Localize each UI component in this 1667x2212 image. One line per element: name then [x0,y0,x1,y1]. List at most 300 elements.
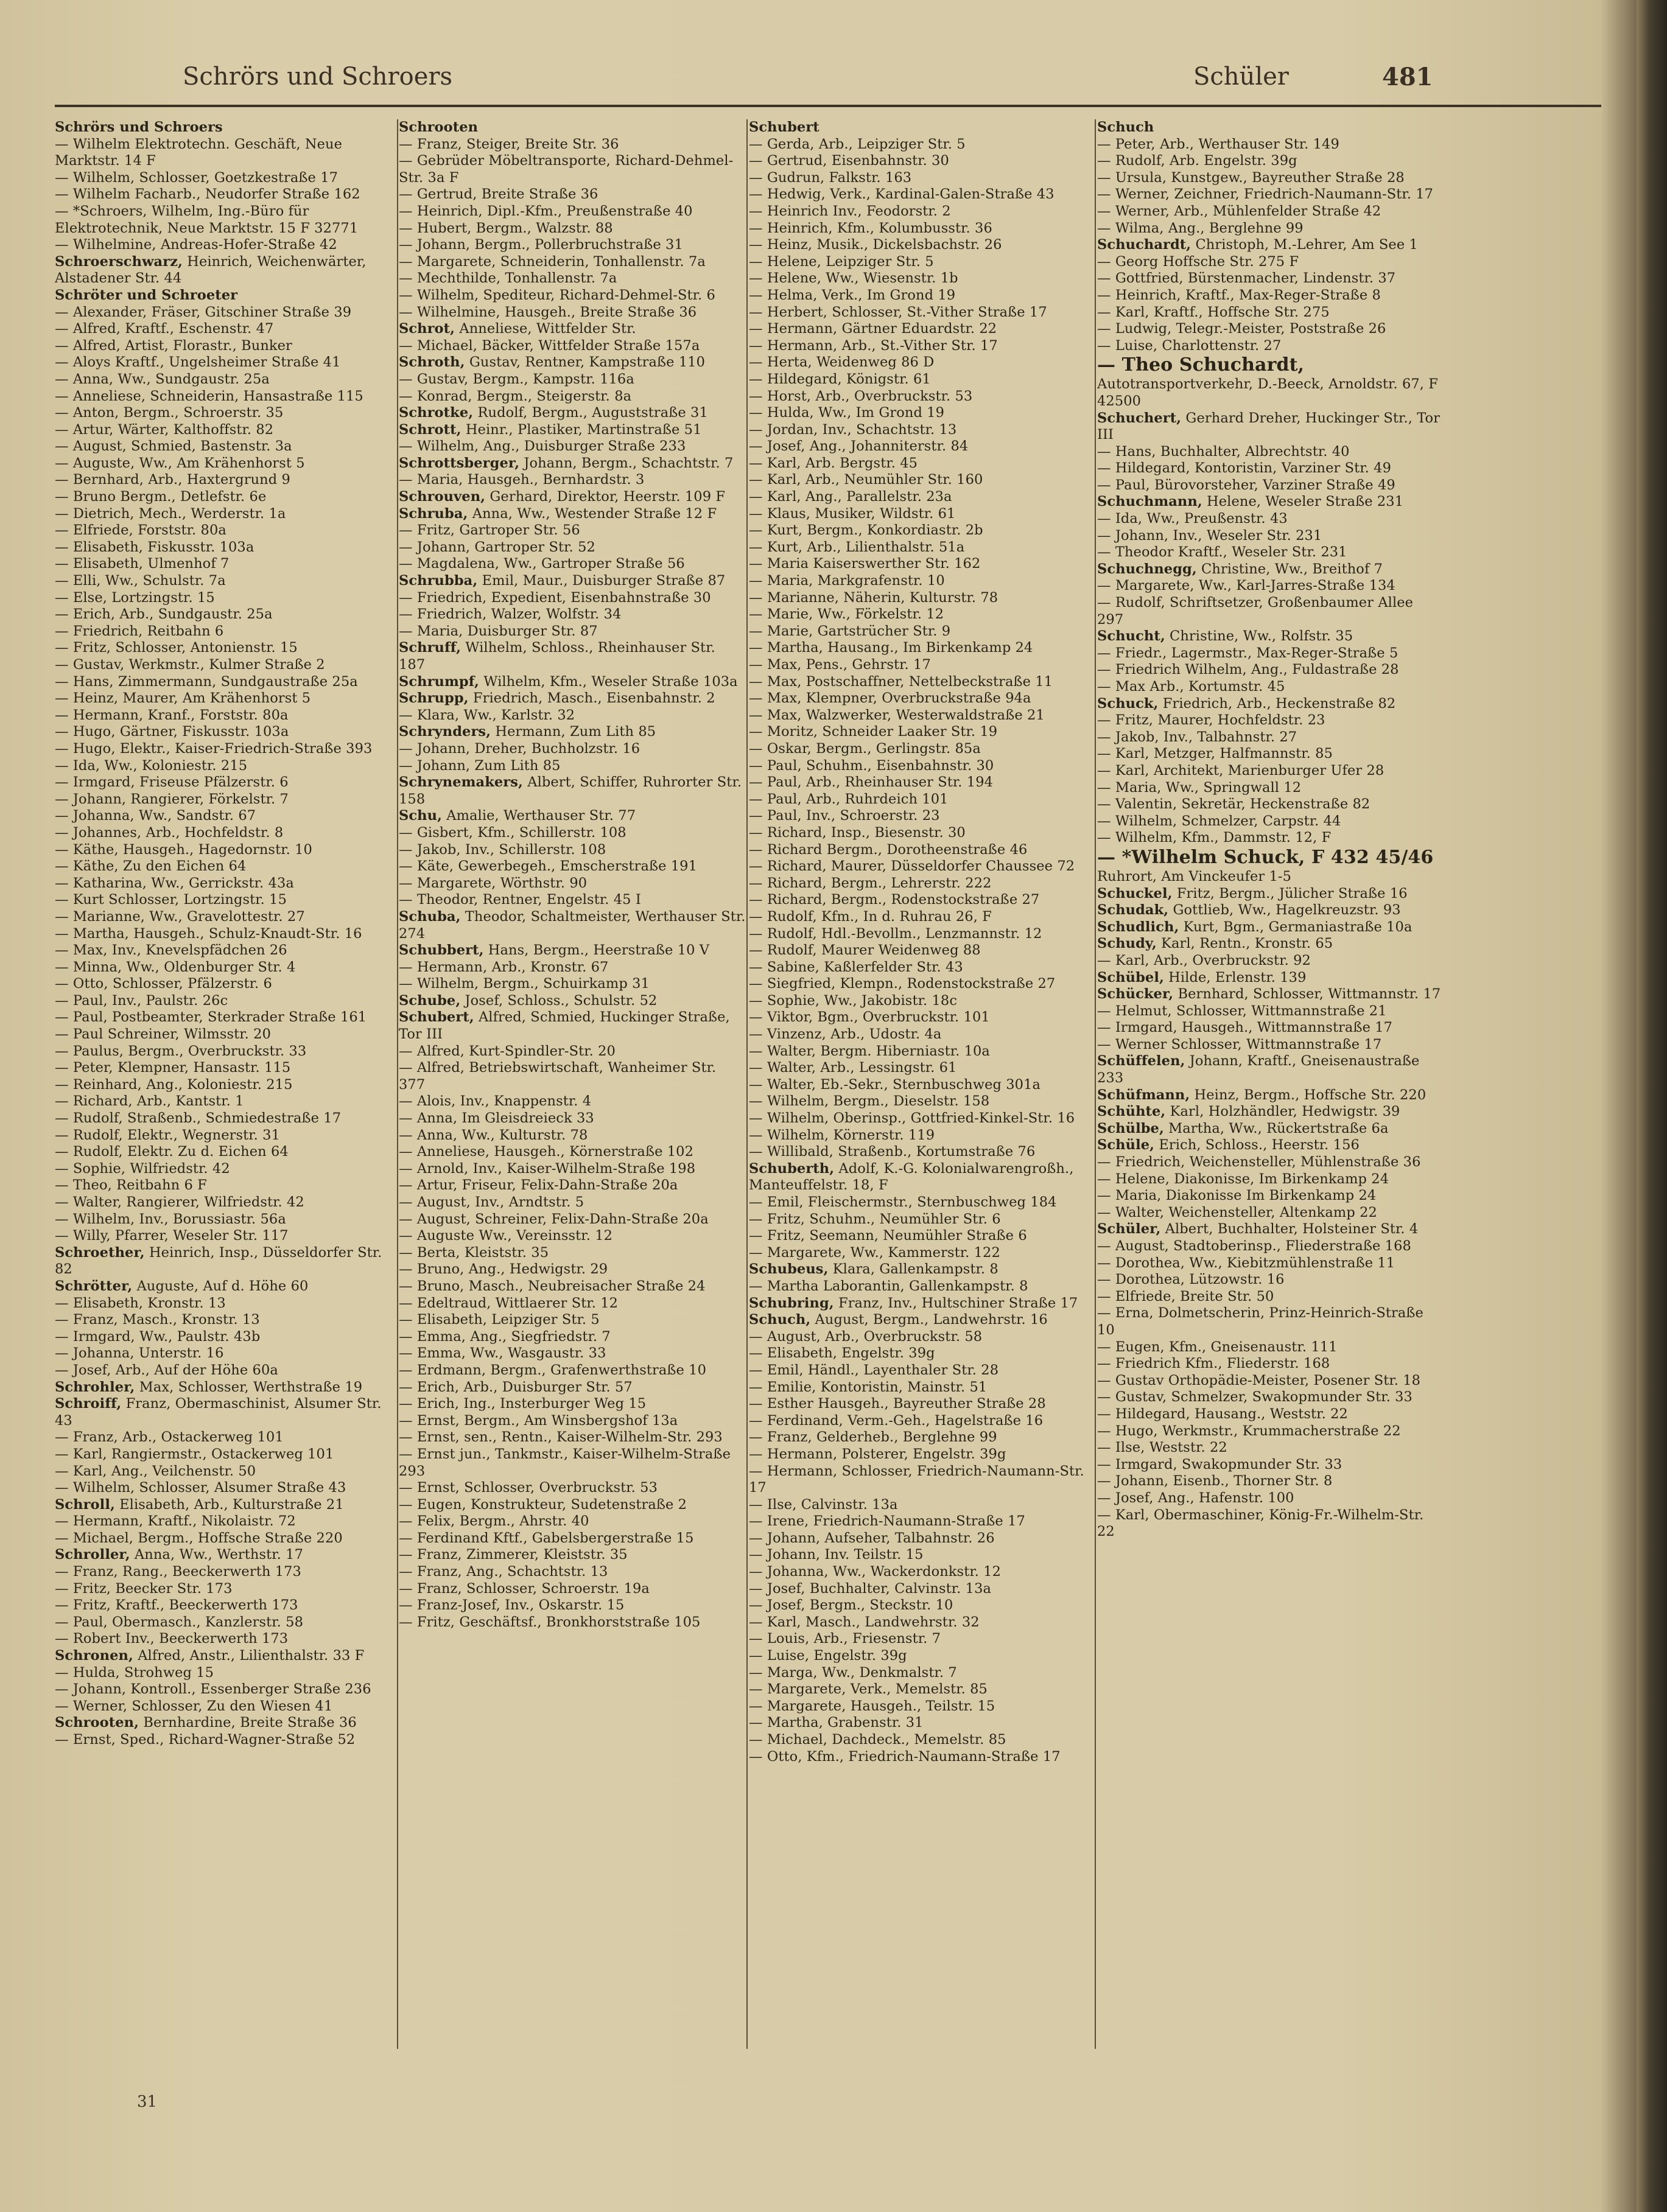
directory-entry: — Hugo, Gärtner, Fiskusstr. 103a [55,724,289,740]
directory-entry: Autotransportverkehr, D.-Beeck, Arnoldstr. 67, F 42500 [1097,376,1438,409]
directory-entry: — August, Inv., Arndtstr. 5 [399,1194,584,1210]
directory-entry: — Hildegard, Kontoristin, Varziner Str. 49 [1097,460,1392,477]
directory-entry: Schülbe, Martha, Ww., Rückertstraße 6a [1097,1120,1389,1136]
directory-entry: — Paul, Arb., Ruhrdeich 101 [749,791,949,807]
directory-entry: — Theo, Reitbahn 6 F [55,1177,207,1194]
directory-entry: Schrooten, Bernhardine, Breite Straße 36 [55,1715,357,1731]
directory-entry: — Otto, Schlosser, Pfälzerstr. 6 [55,976,272,992]
directory-entry: — Maria, Hausgeh., Bernhardstr. 3 [399,472,645,488]
directory-entry: — Alois, Inv., Knappenstr. 4 [399,1093,592,1110]
directory-entry: — Walter, Weichensteller, Altenkamp 22 [1097,1204,1377,1220]
column-4 [1097,119,1441,2055]
directory-entry: — Franz, Rang., Beeckerwerth 173 [55,1564,301,1580]
directory-entry: — Hermann, Kranf., Forststr. 80a [55,707,289,723]
directory-entry: — Margarete, Hausgeh., Teilstr. 15 [749,1698,995,1714]
directory-entry: — Ernst jun., Tankmstr., Kaiser-Wilhelm-Straße 293 [399,1446,731,1479]
directory-entry: — Max, Pens., Gehrstr. 17 [749,657,931,673]
directory-entry: — Franz, Steiger, Breite Str. 36 [399,136,619,152]
directory-entry: — Rudolf, Kfm., In d. Ruhrau 26, F [749,908,992,925]
directory-entry: — Elli, Ww., Schulstr. 7a [55,573,226,589]
directory-entry: — Herbert, Schlosser, St.-Vither Straße 17 [749,304,1047,320]
directory-entry: — Anna, Ww., Sundgaustr. 25a [55,371,270,387]
directory-entry: — Dorothea, Lützowstr. 16 [1097,1272,1285,1288]
directory-entry: Schrörs und Schroers [55,119,223,135]
directory-entry: — Elfriede, Forststr. 80a [55,522,226,539]
directory-entry: — Elisabeth, Ulmenhof 7 [55,556,230,572]
directory-entry: — Paul, Arb., Rheinhauser Str. 194 [749,774,994,791]
directory-entry: Schuba, Theodor, Schaltmeister, Werthauser Str. 274 [399,908,746,942]
directory-entry: — Artur, Friseur, Felix-Dahn-Straße 20a [399,1177,678,1194]
directory-entry: — Hans, Zimmermann, Sundgaustraße 25a [55,673,358,690]
directory-entry: Schrohler, Max, Schlosser, Werthstraße 19 [55,1379,363,1395]
directory-entry: — Friedrich Kfm., Fliederstr. 168 [1097,1356,1330,1372]
directory-entry: — Heinrich Inv., Feodorstr. 2 [749,203,951,219]
directory-entry: — Max, Inv., Knevelspfädchen 26 [55,942,287,959]
directory-entry: — Mechthilde, Tonhallenstr. 7a [399,270,617,287]
directory-entry: — Magdalena, Ww., Gartroper Straße 56 [399,556,685,572]
directory-entry: — Maria Kaiserswerther Str. 162 [749,556,981,572]
directory-entry: Schrouven, Gerhard, Direktor, Heerstr. 109 F [399,489,726,505]
directory-entry: — Martha Laborantin, Gallenkampstr. 8 [749,1278,1028,1294]
directory-entry: Schube, Josef, Schloss., Schulstr. 52 [399,992,658,1009]
page-number: 481 [1382,63,1433,91]
directory-entry: — Kurt, Bergm., Konkordiastr. 2b [749,522,983,539]
directory-entry: — Paul, Postbeamter, Sterkrader Straße 161 [55,1009,367,1026]
directory-entry: — Franz, Zimmerer, Kleiststr. 35 [399,1547,628,1563]
directory-entry: — Franz, Masch., Kronstr. 13 [55,1312,260,1328]
directory-entry: Schüle, Erich, Schloss., Heerstr. 156 [1097,1137,1360,1153]
directory-entry: Schüffelen, Johann, Kraftf., Gneisenaustraße 233 [1097,1053,1420,1087]
directory-entry: — Emma, Ang., Siegfriedstr. 7 [399,1328,611,1345]
directory-entry: — Horst, Arb., Overbruckstr. 53 [749,388,973,404]
directory-entry: — Wilhelm, Bergm., Schuirkamp 31 [399,976,650,992]
directory-entry: — Margarete, Schneiderin, Tonhallenstr. 7a [399,253,706,270]
directory-entry: — Johann, Gartroper Str. 52 [399,539,595,555]
directory-entry: — Johann, Aufseher, Talbahnstr. 26 [749,1530,995,1546]
directory-entry: — Emilie, Kontoristin, Mainstr. 51 [749,1379,988,1395]
directory-entry: — *Schroers, Wilhelm, Ing.-Büro für Elektrotechnik, Neue Marktstr. 15 F 32771 [55,203,359,236]
directory-entry: Schudy, Karl, Rentn., Kronstr. 65 [1097,936,1333,952]
header-left-title: Schrörs und Schroers [183,63,453,91]
directory-entry: — Rudolf, Elektr. Zu d. Eichen 64 [55,1144,289,1160]
directory-entry: — Marianne, Ww., Gravelottestr. 27 [55,908,305,925]
directory-entry: — Hulda, Strohweg 15 [55,1664,214,1681]
directory-entry: — Michael, Bäcker, Wittfelder Straße 157a [399,337,700,354]
directory-entry: — Karl, Architekt, Marienburger Ufer 28 [1097,762,1384,779]
directory-entry: — Ilse, Calvinstr. 13a [749,1496,898,1513]
directory-entry: — Wilhelm, Bergm., Dieselstr. 158 [749,1093,990,1110]
directory-entry: — Edeltraud, Wittlaerer Str. 12 [399,1295,619,1311]
directory-entry: — Oskar, Bergm., Gerlingstr. 85a [749,740,981,757]
directory-entry: — Heinz, Musik., Dickelsbachstr. 26 [749,237,1002,253]
directory-entry: Schroerschwarz, Heinrich, Weichenwärter, Alstadener Str. 44 [55,253,367,287]
directory-entry: Schronen, Alfred, Anstr., Lilienthalstr. 33 F [55,1648,365,1664]
directory-entry: — Hildegard, Königstr. 61 [749,371,931,387]
directory-entry: — Minna, Ww., Oldenburger Str. 4 [55,959,296,975]
column-3 [749,119,1093,2055]
directory-entry: — Ida, Ww., Koloniestr. 215 [55,757,248,774]
directory-entry: Schrooten [399,119,479,135]
directory-entry: — Rudolf, Arb. Engelstr. 39g [1097,153,1297,169]
directory-entry: — Karl, Ang., Parallelstr. 23a [749,489,952,505]
directory-entry: — Emma, Ww., Wasgaustr. 33 [399,1345,606,1362]
directory-entry: — Friedrich, Walzer, Wolfstr. 34 [399,606,622,623]
directory-entry: Schuckel, Fritz, Bergm., Jülicher Straße 16 [1097,885,1408,901]
directory-entry: — Werner, Schlosser, Zu den Wiesen 41 [55,1698,333,1714]
directory-entry: — Max, Klempner, Overbruckstraße 94a [749,690,1031,707]
directory-entry: — Gerda, Arb., Leipziger Str. 5 [749,136,966,152]
directory-entry: — Hugo, Werkmstr., Krummacherstraße 22 [1097,1423,1401,1439]
directory-entry: — Hubert, Bergm., Walzstr. 88 [399,220,613,236]
directory-entry: — Alfred, Betriebswirtschaft, Wanheimer Str. 377 [399,1060,717,1093]
directory-entry: — Fritz, Maurer, Hochfeldstr. 23 [1097,712,1325,729]
directory-entry: — Anneliese, Hausgeh., Körnerstraße 102 [399,1144,693,1160]
directory-entry: — Richard, Insp., Biesenstr. 30 [749,824,966,841]
directory-entry: — Kurt Schlosser, Lortzingstr. 15 [55,892,287,908]
directory-entry: — Fritz, Geschäftsf., Bronkhorststraße 105 [399,1614,701,1630]
directory-entry: — Willibald, Straßenb., Kortumstraße 76 [749,1144,1036,1160]
directory-entry: Schroller, Anna, Ww., Werthstr. 17 [55,1547,304,1563]
directory-entry: — Franz, Ang., Schachtstr. 13 [399,1564,608,1580]
directory-entry: — Sophie, Ww., Jakobistr. 18c [749,992,958,1009]
directory-entry: — Kurt, Arb., Lilienthalstr. 51a [749,539,965,555]
directory-entry: Ruhrort, Am Vinckeufer 1-5 [1097,868,1292,884]
directory-entry: — Marga, Ww., Denkmalstr. 7 [749,1664,957,1681]
directory-entry: — Max, Postschaffner, Nettelbeckstraße 11 [749,673,1053,690]
directory-entry: — Anna, Im Gleisdreieck 33 [399,1110,594,1127]
directory-entry: — Arnold, Inv., Kaiser-Wilhelm-Straße 198 [399,1160,696,1177]
directory-entry: — Käthe, Zu den Eichen 64 [55,858,247,875]
directory-entry: Schrynders, Hermann, Zum Lith 85 [399,724,656,740]
directory-entry: Schudlich, Kurt, Bgm., Germaniastraße 10a [1097,919,1413,935]
directory-entry: — Georg Hoffsche Str. 275 F [1097,253,1299,270]
directory-entry: — Margarete, Verk., Memelstr. 85 [749,1681,988,1698]
directory-entry: — Helene, Leipziger Str. 5 [749,253,934,270]
directory-entry: Schucht, Christine, Ww., Rolfstr. 35 [1097,628,1353,645]
directory-entry: — Hugo, Elektr., Kaiser-Friedrich-Straße 393 [55,740,373,757]
directory-entry: — Luise, Engelstr. 39g [749,1648,907,1664]
directory-entry: — Peter, Klempner, Hansastr. 115 [55,1060,291,1076]
directory-entry: — Max Arb., Kortumstr. 45 [1097,679,1285,695]
book-binding [1637,0,1667,2212]
directory-entry: Schuchert, Gerhard Dreher, Huckinger Str., Tor III [1097,410,1441,443]
directory-entry: — Erich, Ing., Insterburger Weg 15 [399,1396,647,1412]
directory-entry: — Ursula, Kunstgew., Bayreuther Straße 28 [1097,169,1405,186]
directory-entry: — Peter, Arb., Werthauser Str. 149 [1097,136,1339,152]
directory-entry: — Dietrich, Mech., Werderstr. 1a [55,505,286,522]
directory-entry: — Jakob, Inv., Talbahnstr. 27 [1097,729,1297,745]
directory-entry: — Werner, Zeichner, Friedrich-Naumann-Str. 17 [1097,186,1434,203]
directory-entry: — Helmut, Schlosser, Wittmannstraße 21 [1097,1003,1387,1019]
directory-entry: — Walter, Eb.-Sekr., Sternbuschweg 301a [749,1076,1041,1093]
directory-entry: — Sophie, Wilfriedstr. 42 [55,1160,230,1177]
directory-entry: — Felix, Bergm., Ahrstr. 40 [399,1513,589,1530]
directory-entry: — Eugen, Konstrukteur, Sudetenstraße 2 [399,1496,687,1513]
directory-entry: — Walter, Arb., Lessingstr. 61 [749,1060,957,1076]
directory-entry: — Gustav Orthopädie-Meister, Posener Str. 18 [1097,1372,1421,1388]
directory-entry: — Friedr., Lagermstr., Max-Reger-Straße 5 [1097,645,1399,661]
directory-entry: Schücker, Bernhard, Schlosser, Wittmannstr. 17 [1097,986,1441,1003]
directory-entry: Schuchmann, Helene, Weseler Straße 231 [1097,494,1404,510]
directory-entry: — Ernst, Bergm., Am Winsbergshof 13a [399,1412,678,1429]
directory-entry: — Franz, Schlosser, Schroerstr. 19a [399,1580,650,1597]
directory-entry: — Wilhelm Facharb., Neudorfer Straße 162 [55,186,360,203]
directory-entry: Schrubba, Emil, Maur., Duisburger Straße 87 [399,573,726,589]
directory-entry: Schrupp, Friedrich, Masch., Eisenbahnstr. 2 [399,690,715,707]
directory-entry: — Bernhard, Arb., Haxtergrund 9 [55,472,290,488]
directory-entry: — Bruno, Masch., Neubreisacher Straße 24 [399,1278,706,1294]
directory-entry: — Friedrich Wilhelm, Ang., Fuldastraße 28 [1097,662,1399,678]
directory-entry: — Wilhelm, Schlosser, Alsumer Straße 43 [55,1480,346,1496]
directory-entry: — Karl, Metzger, Halfmannstr. 85 [1097,746,1333,762]
directory-entry: — Fritz, Kraftf., Beeckerwerth 173 [55,1597,298,1614]
directory-entry: — Johann, Bergm., Pollerbruchstraße 31 [399,237,683,253]
directory-entry: Schüler, Albert, Buchhalter, Holsteiner Str. 4 [1097,1221,1419,1237]
directory-entry: — Friedrich, Weichensteller, Mühlenstraße 36 [1097,1154,1421,1171]
directory-entry: — Margarete, Ww., Kammerstr. 122 [749,1244,1000,1261]
directory-entry: — Margarete, Wörthstr. 90 [399,875,588,891]
directory-entry: — Hermann, Arb., Kronstr. 67 [399,959,609,975]
directory-entry: — Hans, Buchhalter, Albrechtstr. 40 [1097,443,1350,460]
directory-entry: Schroiff, Franz, Obermaschinist, Alsumer Str. 43 [55,1396,382,1429]
directory-entry: — Hildegard, Hausang., Weststr. 22 [1097,1405,1348,1422]
directory-entry: — Johann, Inv., Weseler Str. 231 [1097,527,1322,544]
directory-entry: — Käthe, Hausgeh., Hagedornstr. 10 [55,841,312,858]
directory-entry: — Aloys Kraftf., Ungelsheimer Straße 41 [55,354,341,371]
directory-entry: — Willy, Pfarrer, Weseler Str. 117 [55,1228,289,1244]
directory-entry: — Ernst, Schlosser, Overbruckstr. 53 [399,1480,658,1496]
directory-entry: Schrötter, Auguste, Auf d. Höhe 60 [55,1278,309,1294]
directory-entry: — Siegfried, Klempn., Rodenstockstraße 27 [749,976,1056,992]
directory-entry: — Heinrich, Kraftf., Max-Reger-Straße 8 [1097,287,1381,303]
directory-entry: — Irene, Friedrich-Naumann-Straße 17 [749,1513,1025,1530]
directory-entry: — Rudolf, Straßenb., Schmiedestraße 17 [55,1110,342,1127]
directory-entry: — Rudolf, Elektr., Wegnerstr. 31 [55,1127,280,1143]
directory-entry: — Anna, Ww., Kulturstr. 78 [399,1127,588,1143]
directory-entry: — Emil, Fleischermstr., Sternbuschweg 184 [749,1194,1057,1210]
header-rule [55,105,1601,107]
directory-entry: — Franz, Gelderheb., Berglehne 99 [749,1429,997,1446]
directory-entry: — Auguste, Ww., Am Krähenhorst 5 [55,455,305,471]
directory-entry: — Johanna, Ww., Sandstr. 67 [55,808,256,824]
directory-entry: — Ludwig, Telegr.-Meister, Poststraße 26 [1097,321,1386,337]
directory-entry: — Walter, Rangierer, Wilfriedstr. 42 [55,1194,304,1210]
directory-entry: — Franz-Josef, Inv., Oskarstr. 15 [399,1597,625,1614]
directory-entry: Schroether, Heinrich, Insp., Düsseldorfer Str. 82 [55,1244,382,1278]
directory-entry: — Paul, Inv., Paulstr. 26c [55,992,228,1009]
directory-entry: — August, Arb., Overbruckstr. 58 [749,1328,983,1345]
directory-entry: Schudak, Gottlieb, Ww., Hagelkreuzstr. 93 [1097,902,1401,919]
directory-entry: — Alfred, Artist, Florastr., Bunker [55,337,292,354]
directory-entry: — Wilhelm, Oberinsp., Gottfried-Kinkel-Str. 16 [749,1110,1075,1127]
directory-entry: — Richard, Arb., Kantstr. 1 [55,1093,244,1110]
directory-entry: — *Wilhelm Schuck, F 432 45/46 [1097,846,1434,868]
directory-entry: — Erich, Arb., Duisburger Str. 57 [399,1379,633,1395]
directory-entry: — Wilhelm, Inv., Borussiastr. 56a [55,1211,286,1227]
directory-entry: — Eugen, Kfm., Gneisenaustr. 111 [1097,1339,1338,1355]
directory-entry: — Hermann, Gärtner Eduardstr. 22 [749,321,997,337]
directory-entry: — Otto, Kfm., Friedrich-Naumann-Straße 17 [749,1748,1061,1765]
directory-entry: — Friedrich, Reitbahn 6 [55,623,224,639]
directory-entry: — Johann, Dreher, Buchholzstr. 16 [399,740,640,757]
directory-entry: Schroll, Elisabeth, Arb., Kulturstraße 21 [55,1496,344,1513]
directory-entry: — Paul, Inv., Schroerstr. 23 [749,808,940,824]
directory-entry: — Fritz, Seemann, Neumühler Straße 6 [749,1228,1027,1244]
directory-entry: — Wilhelm, Spediteur, Richard-Dehmel-Str. 6 [399,287,715,303]
directory-entry: — Max, Walzwerker, Westerwaldstraße 21 [749,707,1045,723]
directory-entry: — Katharina, Ww., Gerrickstr. 43a [55,875,294,891]
directory-entry: — Helma, Verk., Im Grond 19 [749,287,956,303]
directory-entry: Schubbert, Hans, Bergm., Heerstraße 10 V [399,942,710,959]
directory-entry: — Hermann, Arb., St.-Vither Str. 17 [749,337,998,354]
directory-entry: — Bruno, Ang., Hedwigstr. 29 [399,1261,608,1278]
directory-entry: — Richard Bergm., Dorotheenstraße 46 [749,841,1028,858]
directory-entry: — Erich, Arb., Sundgaustr. 25a [55,606,273,623]
directory-entry: Schuchardt, Christoph, M.-Lehrer, Am See 1 [1097,237,1418,253]
directory-entry: — Heinrich, Dipl.-Kfm., Preußenstraße 40 [399,203,693,219]
directory-entry: — Dorothea, Ww., Kiebitzmühlenstraße 11 [1097,1255,1395,1271]
directory-entry: Schrynemakers, Albert, Schiffer, Ruhrorter Str. 158 [399,774,742,807]
directory-entry: — August, Schmied, Bastenstr. 3a [55,438,292,455]
directory-entry: — Martha, Hausgeh., Schulz-Knaudt-Str. 16 [55,925,362,942]
directory-entry: Schrottsberger, Johann, Bergm., Schachtstr. 7 [399,455,734,471]
directory-entry: Schubert, Alfred, Schmied, Huckinger Straße, Tor III [399,1009,730,1043]
directory-entry: Schuberth, Adolf, K.-G. Kolonialwarengroßh., Manteuffelstr. 18, F [749,1160,1074,1194]
directory-entry: — Walter, Bergm. Hiberniastr. 10a [749,1043,990,1059]
directory-entry: Schuchnegg, Christine, Ww., Breithof 7 [1097,561,1383,577]
directory-entry: — Paul, Schuhm., Eisenbahnstr. 30 [749,757,994,774]
directory-entry: — Werner, Arb., Mühlenfelder Straße 42 [1097,203,1381,219]
directory-entry: Schroth, Gustav, Rentner, Kampstraße 110 [399,354,706,371]
directory-entry: — Johanna, Ww., Wackerdonkstr. 12 [749,1564,1002,1580]
directory-entry: Schuch [1097,119,1154,135]
directory-entry: — Richard, Maurer, Düsseldorfer Chaussee 72 [749,858,1075,875]
signature-mark: 31 [137,2093,158,2111]
directory-entry: Schruff, Wilhelm, Schloss., Rheinhauser Str. 187 [399,640,715,673]
directory-entry: — Erdmann, Bergm., Grafenwerthstraße 10 [399,1362,706,1378]
directory-entry: — Sabine, Kaßlerfelder Str. 43 [749,959,963,975]
directory-entry: — Gertrud, Breite Straße 36 [399,186,598,203]
directory-entry: — Elisabeth, Engelstr. 39g [749,1345,935,1362]
directory-entry: — Bruno Bergm., Detlefstr. 6e [55,489,267,505]
directory-entry: — Elisabeth, Leipziger Str. 5 [399,1312,600,1328]
directory-entry: — Alfred, Kraftf., Eschenstr. 47 [55,321,274,337]
directory-entry: Schu, Amalie, Werthauser Str. 77 [399,808,636,824]
directory-entry: — Jordan, Inv., Schachtstr. 13 [749,421,957,438]
directory-entry: — Helene, Diakonisse, Im Birkenkamp 24 [1097,1171,1389,1187]
directory-entry: — Gustav, Werkmstr., Kulmer Straße 2 [55,657,325,673]
directory-entry: — Johann, Kontroll., Essenberger Straße 236 [55,1681,371,1698]
directory-entry: — Emil, Händl., Layenthaler Str. 28 [749,1362,999,1378]
directory-entry: — Wilhelm, Ang., Duisburger Straße 233 [399,438,686,455]
directory-entry: — Ferdinand Kftf., Gabelsbergerstraße 15 [399,1530,694,1546]
directory-entry: — Fritz, Beecker Str. 173 [55,1580,233,1597]
directory-entry: — Rudolf, Hdl.-Bevollm., Lenzmannstr. 12 [749,925,1042,942]
directory-entry: — Marie, Ww., Förkelstr. 12 [749,606,944,623]
directory-entry: Schubert [749,119,819,135]
directory-entry: — Maria, Diakonisse Im Birkenkamp 24 [1097,1188,1377,1204]
directory-entry: Schröter und Schroeter [55,287,238,303]
directory-entry: Schruba, Anna, Ww., Westender Straße 12 F [399,505,717,522]
directory-entry: — Karl, Rangiermstr., Ostackerweg 101 [55,1446,334,1462]
directory-entry: — Gebrüder Möbeltransporte, Richard-Dehmel-Str. 3a F [399,153,734,186]
directory-entry: — Jakob, Inv., Schillerstr. 108 [399,841,606,858]
directory-entry: — Elfriede, Breite Str. 50 [1097,1288,1274,1304]
directory-entry: — Reinhard, Ang., Koloniestr. 215 [55,1076,293,1093]
directory-entry: Schühte, Karl, Holzhändler, Hedwigstr. 39 [1097,1104,1400,1120]
header-right-title: Schüler [1193,63,1289,91]
column-1 [55,119,396,2055]
directory-entry: — Marie, Gartstrücher Str. 9 [749,623,951,639]
directory-entry: — Wilhelm, Körnerstr. 119 [749,1127,935,1143]
directory-entry: — Karl, Ang., Veilchenstr. 50 [55,1463,256,1479]
directory-entry: — Heinz, Maurer, Am Krähenhorst 5 [55,690,311,707]
directory-entry: — Maria, Markgrafenstr. 10 [749,573,945,589]
directory-entry: — Michael, Dachdeck., Memelstr. 85 [749,1732,1006,1748]
directory-entry: Schubeus, Klara, Gallenkampstr. 8 [749,1261,998,1278]
directory-entry: — Robert Inv., Beeckerwerth 173 [55,1631,289,1647]
directory-entry: — Johannes, Arb., Hochfeldstr. 8 [55,824,284,841]
directory-entry: — Heinrich, Kfm., Kolumbusstr. 36 [749,220,992,236]
directory-entry: — Anneliese, Schneiderin, Hansastraße 115 [55,388,363,404]
directory-entry: — Karl, Obermaschiner, König-Fr.-Wilhelm-Str. 22 [1097,1507,1424,1540]
directory-entry: Schrot, Anneliese, Wittfelder Str. [399,321,636,337]
directory-entry: — Ferdinand, Verm.-Geh., Hagelstraße 16 [749,1412,1044,1429]
directory-entry: — Hermann, Kraftf., Nikolaistr. 72 [55,1513,296,1530]
directory-entry: — Johann, Rangierer, Förkelstr. 7 [55,791,289,807]
directory-entry: — Helene, Ww., Wiesenstr. 1b [749,270,958,287]
directory-entry: — Franz, Arb., Ostackerweg 101 [55,1429,284,1446]
directory-entry: — Hermann, Polsterer, Engelstr. 39g [749,1446,1006,1462]
directory-entry: — Irmgard, Hausgeh., Wittmannstraße 17 [1097,1020,1393,1036]
directory-entry: — Wilhelm Elektrotechn. Geschäft, Neue Marktstr. 14 F [55,136,343,169]
directory-entry: — Wilhelmine, Andreas-Hofer-Straße 42 [55,237,337,253]
directory-entry: — Erna, Dolmetscherin, Prinz-Heinrich-Straße 10 [1097,1305,1423,1338]
directory-entry: — Klaus, Musiker, Wildstr. 61 [749,505,956,522]
directory-entry: — August, Stadtoberinsp., Fliederstraße 168 [1097,1238,1411,1254]
directory-entry: — Irmgard, Swakopmunder Str. 33 [1097,1456,1342,1472]
directory-entry: — Paul Schreiner, Wilmsstr. 20 [55,1026,272,1043]
directory-entry: — Gustav, Bergm., Kampstr. 116a [399,371,634,387]
directory-entry: — Wilhelmine, Hausgeh., Breite Straße 36 [399,304,697,320]
directory-entry: — Karl, Masch., Landwehrstr. 32 [749,1614,980,1630]
directory-entry: — Gertrud, Eisenbahnstr. 30 [749,153,949,169]
directory-entry: — Irmgard, Ww., Paulstr. 43b [55,1328,261,1345]
directory-entry: — Friedrich, Expedient, Eisenbahnstraße 30 [399,589,711,606]
directory-entry: — Alexander, Fräser, Gitschiner Straße 39 [55,304,352,320]
directory-entry: Schrumpf, Wilhelm, Kfm., Weseler Straße 103a [399,673,738,690]
directory-entry: — Elisabeth, Kronstr. 13 [55,1295,226,1311]
directory-entry: — Paul, Bürovorsteher, Varziner Straße 49 [1097,477,1395,493]
directory-entry: — Hermann, Schlosser, Friedrich-Naumann-Str. 17 [749,1463,1084,1496]
directory-entry: Schübel, Hilde, Erlenstr. 139 [1097,969,1307,985]
directory-entry: — Louis, Arb., Friesenstr. 7 [749,1631,941,1647]
directory-entry: — Konrad, Bergm., Steigerstr. 8a [399,388,632,404]
directory-entry: — Ernst, Sped., Richard-Wagner-Straße 52 [55,1732,356,1748]
directory-entry: — Karl, Arb., Neumühler Str. 160 [749,472,983,488]
directory-entry: — Moritz, Schneider Laaker Str. 19 [749,724,998,740]
directory-entry: — Margarete, Ww., Karl-Jarres-Straße 134 [1097,578,1395,594]
directory-entry: — Else, Lortzingstr. 15 [55,589,215,606]
directory-entry: — Wilhelm, Schlosser, Goetzkestraße 17 [55,169,339,186]
directory-entry: — Josef, Ang., Hafenstr. 100 [1097,1489,1294,1506]
directory-entry: Schüfmann, Heinz, Bergm., Hoffsche Str. 220 [1097,1087,1427,1103]
directory-entry: — Johann, Eisenb., Thorner Str. 8 [1097,1473,1333,1489]
directory-entry: — Esther Hausgeh., Bayreuther Straße 28 [749,1396,1046,1412]
directory-entry: — Johann, Inv. Teilstr. 15 [749,1547,924,1563]
directory-entry: — Johanna, Unterstr. 16 [55,1345,224,1362]
directory-entry: Schuck, Friedrich, Arb., Heckenstraße 82 [1097,695,1396,712]
